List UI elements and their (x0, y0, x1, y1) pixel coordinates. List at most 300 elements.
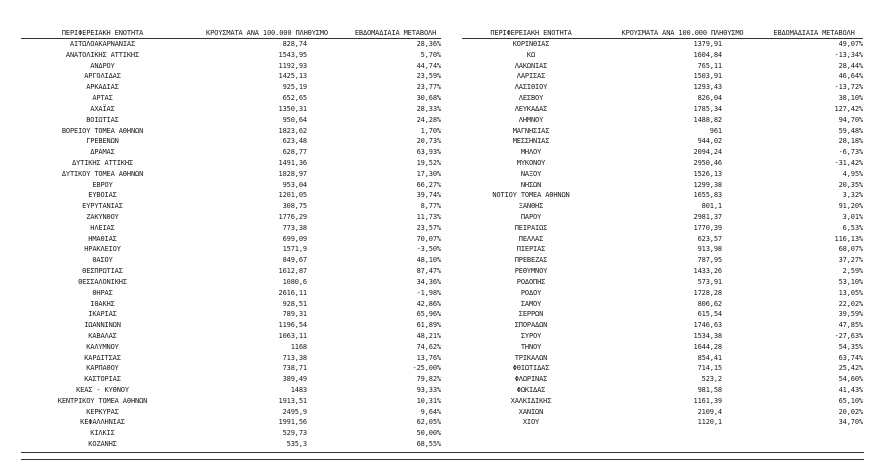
cases-cell: 1991,56 (278, 418, 307, 427)
cases-cell: 789,31 (282, 310, 307, 319)
table-row (21, 201, 441, 212)
cases-cell: 950,64 (282, 115, 307, 124)
weekly-change-cell: 127,42% (834, 104, 863, 113)
table-row (462, 266, 863, 277)
table-row (21, 353, 441, 364)
region-cell: ΚΙΛΚΙΣ (90, 429, 115, 438)
weekly-change-cell: 19,52% (416, 158, 441, 167)
region-cell: ΚΑΡΠΑΘΟΥ (86, 364, 119, 373)
table-row (21, 407, 441, 418)
weekly-change-cell: 37,27% (838, 256, 863, 265)
region-cell: ΚΩ (526, 50, 536, 59)
weekly-change-cell: 65,10% (838, 396, 863, 405)
region-cell: ΚΑΣΤΟΡΙΑΣ (84, 375, 121, 384)
header-cases: ΚΡΟΥΣΜΑΤΑ ΑΝΑ 100.000 ΠΛΗΘΥΣΜΟ (600, 29, 765, 39)
table-row (462, 234, 863, 245)
weekly-change-cell: 68,55% (416, 440, 441, 449)
region-cell: ΔΥΤΙΚΗΣ ΑΤΤΙΚΗΣ (72, 158, 133, 167)
table-row (21, 93, 441, 104)
table-row (462, 61, 863, 72)
region-cell: ΚΑΒΑΛΑΣ (88, 331, 117, 340)
table-row (21, 439, 441, 450)
table-row (21, 223, 441, 234)
cases-cell: 854,41 (697, 353, 722, 362)
table-bottom-rule-double (21, 459, 864, 460)
table-row (21, 158, 441, 169)
weekly-change-cell: -1,98% (416, 288, 441, 297)
region-cell: ΚΕΝΤΡΙΚΟΥ ΤΟΜΕΑ ΑΘΗΝΩΝ (57, 396, 148, 405)
weekly-change-cell: 93,33% (416, 386, 441, 394)
region-cell: ΕΥΡΥΤΑΝΙΑΣ (82, 202, 123, 211)
table-row (462, 147, 863, 158)
cases-cell: 389,49 (282, 375, 307, 384)
weekly-change-cell: 22,02% (838, 299, 863, 308)
table-row (462, 374, 863, 385)
region-cell: ΙΩΑΝΝΙΝΩΝ (84, 321, 121, 330)
cases-cell: 1483 (290, 386, 307, 394)
region-cell: ΠΕΛΛΑΣ (518, 234, 544, 243)
region-cell: ΑΡΤΑΣ (92, 94, 113, 103)
weekly-change-cell: 48,10% (416, 256, 441, 265)
cases-cell: 2094,24 (693, 148, 722, 157)
weekly-change-cell: 28,33% (416, 104, 441, 113)
table-row (462, 385, 863, 396)
cases-cell: 1526,13 (693, 169, 722, 178)
region-cell: ΦΘΙΩΤΙΔΑΣ (512, 364, 550, 373)
weekly-change-cell: -27,63% (834, 331, 863, 340)
table-row (462, 71, 863, 82)
table-row (462, 363, 863, 374)
table-row (462, 320, 863, 331)
region-cell: ΠΙΕΡΙΑΣ (516, 245, 546, 254)
region-cell: ΜΗΛΟΥ (520, 148, 542, 157)
region-cell: ΠΑΡΟΥ (520, 213, 542, 221)
weekly-change-cell: 28,44% (838, 61, 863, 70)
table-header-row (462, 29, 863, 39)
cases-cell: 849,67 (282, 256, 307, 265)
cases-cell: 1196,54 (278, 321, 307, 330)
cases-cell: 1728,28 (693, 288, 722, 297)
region-cell: ΗΛΕΙΑΣ (90, 223, 115, 232)
region-cell: ΚΑΛΥΜΝΟΥ (86, 342, 119, 351)
region-cell: ΤΡΙΚΑΛΩΝ (514, 353, 548, 362)
table-row (462, 288, 863, 299)
weekly-change-cell: 79,82% (416, 375, 441, 384)
weekly-change-cell: 5,70% (420, 50, 441, 59)
table-row (462, 396, 863, 407)
region-cell: ΗΜΑΘΙΑΣ (88, 234, 117, 243)
region-cell: ΕΒΡΟΥ (92, 180, 113, 189)
table-row (21, 104, 441, 115)
cases-cell: 1770,39 (693, 223, 722, 232)
table-row (462, 299, 863, 310)
table-row (21, 234, 441, 245)
weekly-change-cell: 63,74% (838, 353, 863, 362)
cases-cell: 628,77 (282, 148, 307, 157)
region-cell: ΡΟΔΟΠΗΣ (516, 277, 546, 286)
cases-cell: 1350,31 (278, 104, 307, 113)
cases-cell: 573,91 (697, 277, 722, 286)
table-row (21, 299, 441, 310)
region-cell: ΠΡΕΒΕΖΑΣ (514, 256, 548, 265)
weekly-change-cell: 53,10% (838, 277, 863, 286)
table-row (462, 180, 863, 191)
cases-cell: 1776,29 (278, 213, 307, 221)
header-weekly-change: ΕΒΔΟΜΑΔΙΑΙΑ ΜΕΤΑΒΟΛΗ (350, 29, 441, 39)
region-cell: ΧΑΛΚΙΔΙΚΗΣ (510, 396, 552, 405)
region-cell: ΗΡΑΚΛΕΙΟΥ (84, 245, 121, 254)
region-cell: ΦΩΚΙΔΑΣ (516, 386, 546, 394)
table-row (21, 180, 441, 191)
cases-cell: 928,51 (282, 299, 307, 308)
table-row (462, 244, 863, 255)
weekly-change-cell: 42,86% (416, 299, 441, 308)
table-row (21, 428, 441, 439)
cases-cell: 615,54 (697, 310, 722, 319)
table-row (462, 93, 863, 104)
weekly-change-cell: 2,59% (842, 267, 863, 276)
header-region: ΠΕΡΙΦΕΡΕΙΑΚΗ ΕΝΟΤΗΤΑ (462, 29, 600, 39)
cases-cell: 1604,84 (693, 50, 722, 59)
weekly-change-cell: 74,62% (416, 342, 441, 351)
region-cell: ΚΕΦΑΛΛΗΝΙΑΣ (80, 418, 125, 427)
cases-cell: 1543,95 (278, 50, 307, 59)
table-row (462, 190, 863, 201)
weekly-change-cell: 3,32% (842, 191, 863, 200)
cases-cell: 1063,11 (278, 331, 307, 340)
cases-cell: 961 (709, 126, 722, 135)
weekly-change-cell: 8,77% (420, 202, 441, 211)
weekly-change-cell: 30,68% (416, 94, 441, 103)
table-row (21, 61, 441, 72)
table-row (21, 71, 441, 82)
region-cell: ΧΙΟΥ (522, 418, 540, 427)
table-row (21, 396, 441, 407)
cases-cell: 1913,51 (278, 396, 307, 405)
region-cell: ΘΗΡΑΣ (92, 288, 113, 297)
weekly-change-cell: 68,07% (838, 245, 863, 254)
weekly-change-cell: 54,60% (838, 375, 863, 384)
cases-cell: 1823,62 (278, 126, 307, 135)
region-cell: ΛΕΣΒΟΥ (518, 94, 544, 103)
weekly-change-cell: 48,21% (416, 331, 441, 340)
region-cell: ΔΥΤΙΚΟΥ ΤΟΜΕΑ ΑΘΗΝΩΝ (61, 169, 144, 178)
table-row (21, 331, 441, 342)
region-cell: ΙΘΑΚΗΣ (90, 299, 115, 308)
cases-cell: 529,73 (282, 429, 307, 438)
table-row (462, 223, 863, 234)
table-row (21, 374, 441, 385)
weekly-change-cell: 44,74% (416, 61, 441, 70)
region-cell: ΣΥΡΟΥ (520, 331, 542, 340)
region-cell: ΠΕΙΡΑΙΩΣ (514, 223, 548, 232)
region-cell: ΣΕΡΡΩΝ (518, 310, 544, 319)
region-cell: ΚΕΑΣ - ΚΥΘΝΟΥ (76, 386, 129, 394)
weekly-change-cell: 23,59% (416, 72, 441, 81)
table-row (462, 82, 863, 93)
table-row (21, 277, 441, 288)
weekly-change-cell: 41,43% (838, 386, 863, 394)
table-row (462, 169, 863, 180)
cases-cell: 765,11 (697, 61, 722, 70)
region-cell: ΜΕΣΣΗΝΙΑΣ (512, 137, 550, 146)
region-cell: ΦΛΩΡΙΝΑΣ (514, 375, 548, 384)
weekly-change-cell: 70,07% (416, 234, 441, 243)
cases-cell: 699,09 (282, 234, 307, 243)
weekly-change-cell: -3,50% (416, 245, 441, 254)
table-header-row (21, 29, 441, 39)
region-cell: ΑΙΤΩΛΟΑΚΑΡΝΑΝΙΑΣ (69, 40, 136, 48)
weekly-change-cell: 28,36% (416, 40, 441, 48)
table-row (21, 82, 441, 93)
region-cell: ΑΧΑΪΑΣ (90, 104, 115, 113)
table-row (462, 212, 863, 223)
cases-cell: 2495,9 (282, 407, 307, 416)
header-region: ΠΕΡΙΦΕΡΕΙΑΚΗ ΕΝΟΤΗΤΑ (21, 29, 184, 39)
region-cell: ΛΕΥΚΑΔΑΣ (514, 104, 548, 113)
region-cell: ΖΑΚΥΝΘΟΥ (86, 213, 119, 221)
cases-cell: 1433,26 (693, 267, 722, 276)
table-row (462, 136, 863, 147)
cases-cell: 1612,87 (278, 267, 307, 276)
cases-cell: 913,98 (697, 245, 722, 254)
weekly-change-cell: 47,85% (838, 321, 863, 330)
region-cell: ΡΟΔΟΥ (520, 288, 542, 297)
table-row (21, 212, 441, 223)
cases-cell: 2616,11 (278, 288, 307, 297)
cases-table-right (462, 29, 863, 428)
weekly-change-cell: 11,73% (416, 213, 441, 221)
table-row (21, 266, 441, 277)
weekly-change-cell: 1,70% (420, 126, 441, 135)
weekly-change-cell: -6,73% (838, 148, 863, 157)
table-bottom-rule (21, 452, 864, 453)
cases-cell: 826,04 (697, 94, 722, 103)
region-cell: ΑΡΚΑΔΙΑΣ (86, 83, 119, 92)
weekly-change-cell: 38,10% (838, 94, 863, 103)
table-row (21, 288, 441, 299)
table-row (21, 417, 441, 428)
cases-cell: 1425,13 (278, 72, 307, 81)
weekly-change-cell: 54,35% (838, 342, 863, 351)
weekly-change-cell: 66,27% (416, 180, 441, 189)
table-row (21, 190, 441, 201)
cases-cell: 713,38 (282, 353, 307, 362)
weekly-change-cell: 23,57% (416, 223, 441, 232)
cases-cell: 801,1 (701, 202, 722, 211)
weekly-change-cell: 23,77% (416, 83, 441, 92)
table-row (21, 255, 441, 266)
table-row (21, 309, 441, 320)
cases-cell: 1168 (290, 342, 307, 351)
weekly-change-cell: -25,00% (412, 364, 441, 373)
table-body-left (21, 39, 441, 450)
table-row (21, 126, 441, 137)
cases-cell: 1785,34 (693, 104, 722, 113)
cases-cell: 1161,39 (693, 396, 722, 405)
weekly-change-cell: 4,95% (842, 169, 863, 178)
weekly-change-cell: 63,93% (416, 148, 441, 157)
weekly-change-cell: -13,72% (834, 83, 863, 92)
cases-cell: 2981,37 (693, 213, 722, 221)
weekly-change-cell: 49,07% (838, 40, 863, 48)
table-row (21, 342, 441, 353)
region-cell: ΣΑΜΟΥ (520, 299, 542, 308)
table-row (462, 407, 863, 418)
table-row (462, 342, 863, 353)
cases-cell: 1828,97 (278, 169, 307, 178)
weekly-change-cell: 61,89% (416, 321, 441, 330)
region-cell: ΘΕΣΠΡΩΤΙΑΣ (82, 267, 123, 276)
weekly-change-cell: 62,05% (416, 418, 441, 427)
cases-cell: 738,71 (282, 364, 307, 373)
cases-cell: 1293,43 (693, 83, 722, 92)
table-row (21, 385, 441, 396)
region-cell: ΛΑΡΙΣΑΣ (516, 72, 546, 81)
table-row (462, 39, 863, 50)
region-cell: ΛΑΣΙΘΙΟΥ (514, 83, 548, 92)
region-cell: ΒΟΙΩΤΙΑΣ (86, 115, 119, 124)
weekly-change-cell: 17,30% (416, 169, 441, 178)
header-weekly-change: ΕΒΔΟΜΑΔΙΑΙΑ ΜΕΤΑΒΟΛΗ (765, 29, 863, 39)
table-row (21, 39, 441, 50)
table-row (21, 244, 441, 255)
weekly-change-cell: 6,53% (842, 223, 863, 232)
region-cell: ΜΑΓΝΗΣΙΑΣ (512, 126, 550, 135)
table-row (462, 255, 863, 266)
table-row (462, 104, 863, 115)
table-row (462, 277, 863, 288)
cases-cell: 523,2 (701, 375, 722, 384)
table-row (21, 147, 441, 158)
weekly-change-cell: 3,01% (842, 213, 863, 221)
weekly-change-cell: 94,70% (838, 115, 863, 124)
region-cell: ΝΟΤΙΟΥ ΤΟΜΕΑ ΑΘΗΝΩΝ (492, 191, 570, 200)
cases-cell: 1534,38 (693, 331, 722, 340)
cases-cell: 944,02 (697, 137, 722, 146)
cases-cell: 1379,91 (693, 40, 722, 48)
table-row (21, 363, 441, 374)
cases-cell: 1491,36 (278, 158, 307, 167)
weekly-change-cell: 91,20% (838, 202, 863, 211)
weekly-change-cell: 25,42% (838, 364, 863, 373)
cases-cell: 1192,93 (278, 61, 307, 70)
cases-cell: 623,57 (697, 234, 722, 243)
region-cell: ΑΝΔΡΟΥ (90, 61, 115, 70)
cases-cell: 787,95 (697, 256, 722, 265)
weekly-change-cell: 59,48% (838, 126, 863, 135)
table-row (462, 331, 863, 342)
weekly-change-cell: -13,34% (834, 50, 863, 59)
region-cell: ΣΠΟΡΑΔΩΝ (514, 321, 548, 330)
cases-cell: 925,19 (282, 83, 307, 92)
table-row (21, 50, 441, 61)
table-row (462, 417, 863, 428)
region-cell: ΝΗΣΩΝ (520, 180, 542, 189)
region-cell: ΚΟΡΙΝΘΙΑΣ (512, 40, 550, 48)
cases-cell: 981,58 (697, 386, 722, 394)
weekly-change-cell: 28,18% (838, 137, 863, 146)
weekly-change-cell: 34,70% (838, 418, 863, 427)
cases-cell: 2109,4 (697, 407, 722, 416)
region-cell: ΙΚΑΡΙΑΣ (88, 310, 117, 319)
region-cell: ΤΗΝΟΥ (520, 342, 542, 351)
table-body-right (462, 39, 863, 429)
region-cell: ΘΕΣΣΑΛΟΝΙΚΗΣ (78, 277, 127, 286)
cases-cell: 1503,91 (693, 72, 722, 81)
cases-cell: 1746,63 (693, 321, 722, 330)
region-cell: ΑΡΓΟΛΙΔΑΣ (84, 72, 121, 81)
cases-cell: 953,04 (282, 180, 307, 189)
weekly-change-cell: 65,96% (416, 310, 441, 319)
table-row (21, 169, 441, 180)
table-row (462, 126, 863, 137)
weekly-change-cell: -31,42% (834, 158, 863, 167)
weekly-change-cell: 116,13% (834, 234, 863, 243)
weekly-change-cell: 39,59% (838, 310, 863, 319)
weekly-change-cell: 50,00% (416, 429, 441, 438)
cases-cell: 1488,82 (693, 115, 722, 124)
weekly-change-cell: 39,74% (416, 191, 441, 200)
cases-cell: 1120,1 (697, 418, 722, 427)
region-cell: ΞΑΝΘΗΣ (518, 202, 544, 211)
cases-cell: 308,75 (282, 202, 307, 211)
cases-cell: 714,15 (697, 364, 722, 373)
weekly-change-cell: 20,73% (416, 137, 441, 146)
weekly-change-cell: 46,64% (838, 72, 863, 81)
weekly-change-cell: 13,05% (838, 288, 863, 297)
table-row (462, 309, 863, 320)
region-cell: ΕΥΒΟΙΑΣ (88, 191, 117, 200)
table-row (462, 353, 863, 364)
cases-cell: 535,3 (286, 440, 307, 449)
table-row (462, 115, 863, 126)
region-cell: ΒΟΡΕΙΟΥ ΤΟΜΕΑ ΑΘΗΝΩΝ (61, 126, 144, 135)
weekly-change-cell: 24,28% (416, 115, 441, 124)
region-cell: ΘΑΣΟΥ (92, 256, 113, 265)
cases-cell: 623,48 (282, 137, 307, 146)
region-cell: ΔΡΑΜΑΣ (90, 148, 115, 157)
header-cases: ΚΡΟΥΣΜΑΤΑ ΑΝΑ 100.000 ΠΛΗΘΥΣΜΟ (184, 29, 350, 39)
region-cell: ΡΕΘΥΜΝΟΥ (514, 267, 548, 276)
table-row (462, 201, 863, 212)
weekly-change-cell: 20,02% (838, 407, 863, 416)
cases-cell: 1201,05 (278, 191, 307, 200)
cases-cell: 1299,38 (693, 180, 722, 189)
weekly-change-cell: 87,47% (416, 267, 441, 276)
region-cell: ΑΝΑΤΟΛΙΚΗΣ ΑΤΤΙΚΗΣ (65, 50, 140, 59)
table-row (462, 158, 863, 169)
cases-cell: 1080,6 (282, 277, 307, 286)
cases-cell: 2950,46 (693, 158, 722, 167)
cases-cell: 806,62 (697, 299, 722, 308)
table-row (462, 50, 863, 61)
cases-cell: 1571,9 (282, 245, 307, 254)
region-cell: ΓΡΕΒΕΝΩΝ (86, 137, 119, 146)
cases-cell: 1644,28 (693, 342, 722, 351)
region-cell: ΚΑΡΔΙΤΣΑΣ (84, 353, 121, 362)
cases-cell: 828,74 (282, 40, 307, 48)
region-cell: ΧΑΝΙΩΝ (518, 407, 544, 416)
cases-table-left (21, 29, 441, 450)
region-cell: ΝΑΞΟΥ (520, 169, 542, 178)
weekly-change-cell: 9,64% (420, 407, 441, 416)
weekly-change-cell: 34,36% (416, 277, 441, 286)
region-cell: ΛΑΚΩΝΙΑΣ (514, 61, 548, 70)
cases-cell: 1655,83 (693, 191, 722, 200)
table-row (21, 115, 441, 126)
region-cell: ΚΕΡΚΥΡΑΣ (86, 407, 119, 416)
